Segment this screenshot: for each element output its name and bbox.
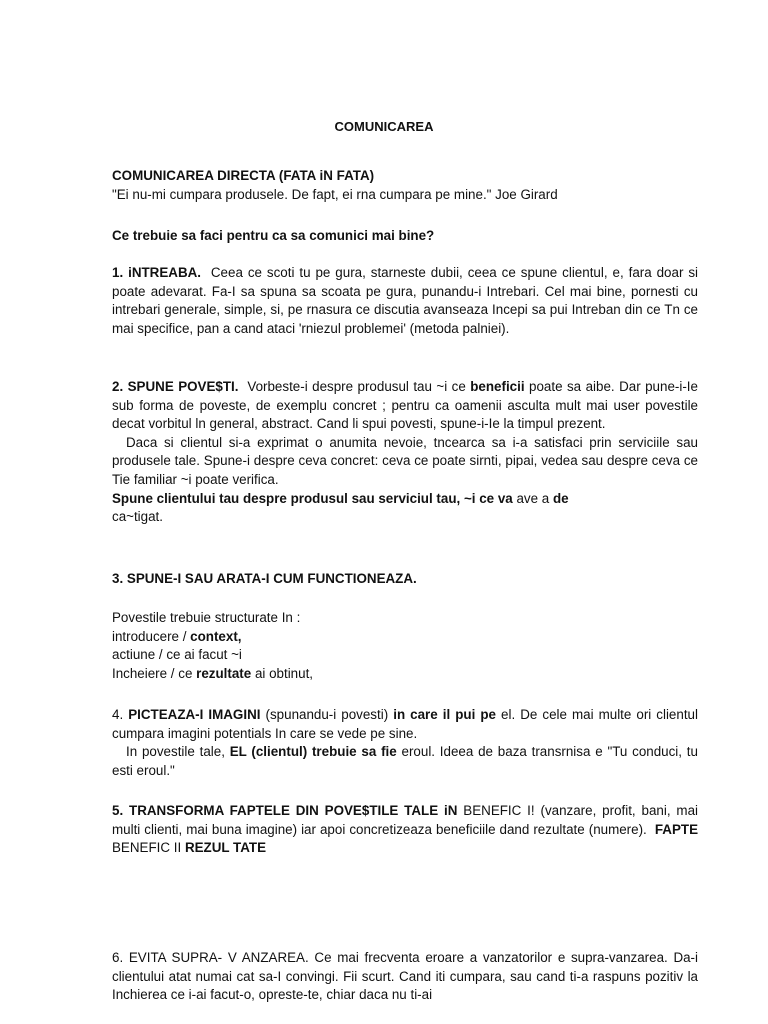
section-4-number: 4. [112,707,124,722]
question-text: Ce trebuie sa faci pentru ca sa comunici mai bine? [112,228,435,243]
beneficii-word: BENEFIC II [112,840,182,856]
section-5-body: BENEFIC I! (vanzare, profit, bani, mai multi clienti, mai buna imagine) iar apoi concretizeaza beneficiile dand rezultate (numere). [112,803,698,837]
structure-item-introducere: introducere / [112,628,187,644]
structure-item-rezultate: rezultate [196,665,252,681]
section-1-lead: 1. iNTREABA. [112,265,202,280]
section-4-lead: PICTEAZA-I IMAGINI [128,707,261,722]
section-5-lead: 5. TRANSFORMA FAPTELE DIN POVE$TILE TALE iN [112,803,458,818]
section-4-bold: in care il pui pe [393,707,496,722]
joe-girard-quote: "Ei nu-mi cumpara produsele. De fapt, ei rna cumpara pe mine." Joe Girard [112,186,558,202]
section-5-transforma [112,802,698,858]
structure-item-incheiere: Incheiere / ce [112,665,193,681]
section-2-bold-de: de [552,490,569,506]
section-2-mid: ave a [516,490,550,506]
section-6-text: 6. EVITA SUPRA- V ANZAREA. Ce mai frecventa eroare a vanzatorilor e supra-vanzarea. Da-i clientului atat numai cat sa-I convingi. Fii scurt. Cand iti cumpara, sau cand ti-a raspuns pozitiv la Inchierea ce i-ai facut-o, opreste-te, chiar daca nu ti-ai [112,950,698,1003]
structure-item-actiune: actiune / ce ai facut ~i [112,647,242,663]
section-3-structure-list [112,609,698,683]
section-1-body: Ceea ce scoti tu pe gura, starneste dubii, ceea ce spune clientul, e, fara doar si poate adevarat. Fa-I sa spuna sa scoata pe gura, punandu-i Intrebari. Cel mai bine, pornesti cu intrebari generale, simple, si, pe rnasura ce discutia avanseaza Incepi sa pui Intreban din ce Tn ce mai specifice, pan a cand ataci 'rniezul problemei' (metoda palniei). [112,265,699,336]
section-2-end: ca~tigat. [112,509,163,525]
section-4-p2-bold: EL (clientul) trebuie sa fie [229,744,397,760]
beneficii-keyword: beneficii [470,379,525,394]
fapte-keyword: FAPTE [654,821,698,837]
section-2-bold-sentence: Spune clientului tau despre produsul sau serviciul tau, ~i ce va [112,490,513,506]
section-6-evita [112,949,698,1005]
section-1-intreaba [112,264,698,338]
section-2-lead: 2. SPUNE POVE$TI. [112,379,239,394]
section-2-text-cont: poate sa aibe. Dar pune-i-Ie sub forma de poveste, de exemplu concret ; pentru ca oamenii asculta mult mai user povestile decat vorbitul ln general, abstract. Cand li spui povesti, spune-i-Ie la timpul prezent. [112,379,698,432]
section-3-heading: 3. SPUNE-I SAU ARATA-I CUM FUNCTIONEAZA. [112,571,417,586]
section-3-heading-block [112,570,698,589]
rezultate-keyword: REZUL TATE [184,840,267,856]
section-4-mid: (spunandu-i povesti) [265,707,389,722]
document-title: COMUNICAREA [334,119,434,134]
section-2-paragraph-2: Daca si clientul si-a exprimat o anumita nevoie, tncearca sa i-a satisfaci prin serviciile sau produsele tale. Spune-i despre ceva concret: ceva ce poate sirnti, pipai, vedea sau despre ceva ce Tie familiar ~i poate verifica. [112,434,698,487]
section-2-spune-povesti [112,378,698,527]
question-line [112,227,698,246]
structure-intro: Povestile trebuie structurate In : [112,610,301,625]
section-4-rest: el. De cele mai multe ori clientul cumpara imagini potentials In care se vede pe sine. [112,707,698,741]
section-4-p2-end: eroul. Ideea de baza transrnisa e "Tu conduci, tu esti eroul." [112,744,698,778]
section-direct-communication [112,167,698,204]
structure-item-obtinut: ai obtinut, [254,665,314,681]
section-heading: COMUNICAREA DIRECTA (FATA iN FATA) [112,168,375,183]
section-4-picteaza [112,706,698,780]
section-4-p2-start: In povestile tale, [126,744,225,760]
section-2-text: Vorbeste-i despre produsul tau ~i ce [247,379,466,394]
structure-item-context: context, [190,628,242,644]
